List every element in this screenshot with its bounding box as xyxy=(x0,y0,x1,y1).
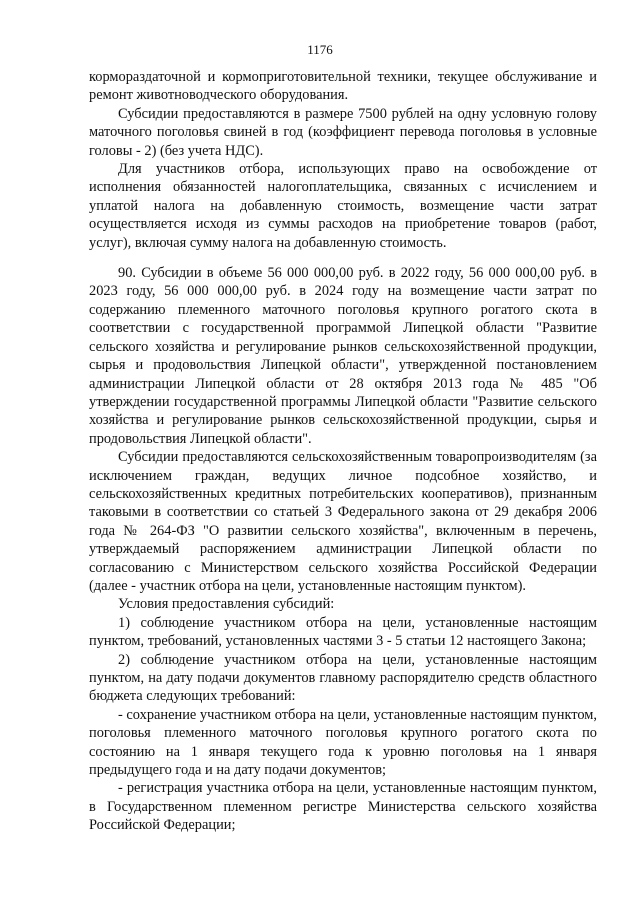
paragraph-p7: 1) соблюдение участником отбора на цели, установленные настоящим пунктом, требований, установленных частями 3 - 5 статьи 12 настоящего Закона; xyxy=(89,614,597,650)
page-number: 1176 xyxy=(307,42,333,57)
paragraph-p2: Субсидии предоставляются в размере 7500 рублей на одну условную голову маточного поголовья свиней в год (коэффициент перевода поголовья в условные головы - 2) (без учета НДС). xyxy=(89,105,597,159)
paragraph-p6: Условия предоставления субсидий: xyxy=(118,596,335,613)
paragraph-p3: Для участников отбора, использующих право на освобождение от исполнения обязанностей налогоплательщика, связанных с исчислением и уплатой налога на добавленную стоимость, возмещение части затрат осуществляется исходя из суммы расходов на приобретение товаров (работ, услуг), включая сумму налога на добавленную стоимость. xyxy=(89,161,597,251)
paragraph-p9: - сохранение участником отбора на цели, установленные настоящим пунктом, поголовья племенного маточного поголовья крупного рогатого скота по состоянию на 1 января текущего года к уровню поголовья на 1 января предыдущего года и на дату подачи документов; xyxy=(89,706,597,779)
paragraph-p10: - регистрация участника отбора на цели, установленные настоящим пунктом, в Государственном племенном регистре Министерства сельского хозяйства Российской Федерации; xyxy=(89,780,597,834)
paragraph-p4: 90. Субсидии в объеме 56 000 000,00 руб. в 2022 году, 56 000 000,00 руб. в 2023 году, 56 000 000,00 руб. в 2024 году на возмещение части затрат по содержанию племенного маточного поголовья крупного рогатого скота в соответствии с государственной программой Липецкой области "Развитие сельского хозяйства и регулирование рынков сельскохозяйственной продукции, сырья и продовольствия Липецкой области", утвержденной постановлением администрации Липецкой области от 28 октября 2013 года № 485 "Об утверждении государственной программы Липецкой области "Развитие сельского хозяйства и регулирование рынков сельскохозяйственной продукции, сырья и продовольствия Липецкой области". xyxy=(89,265,597,447)
paragraph-p5: Субсидии предоставляются сельскохозяйственным товаропроизводителям (за исключением граждан, ведущих личное подсобное хозяйство, и сельскохозяйственных кредитных потребительских кооперативов), признанным таковыми в соответствии со статьей 3 Федерального закона от 29 декабря 2006 года № 264-ФЗ "О развитии сельского хозяйства", включенным в перечень, утверждаемый распоряжением администрации Липецкой области по согласованию с Министерством сельского хозяйства Российской Федерации (далее - участник отбора на цели, установленные настоящим пунктом). xyxy=(89,449,597,594)
document-body xyxy=(89,68,597,835)
paragraph-p1: кормораздаточной и кормоприготовительной техники, текущее обслуживание и ремонт животноводческого оборудования. xyxy=(89,69,597,104)
paragraph-p8: 2) соблюдение участником отбора на цели, установленные настоящим пунктом, на дату подачи документов главному распорядителю средств областного бюджета следующих требований: xyxy=(89,651,597,705)
